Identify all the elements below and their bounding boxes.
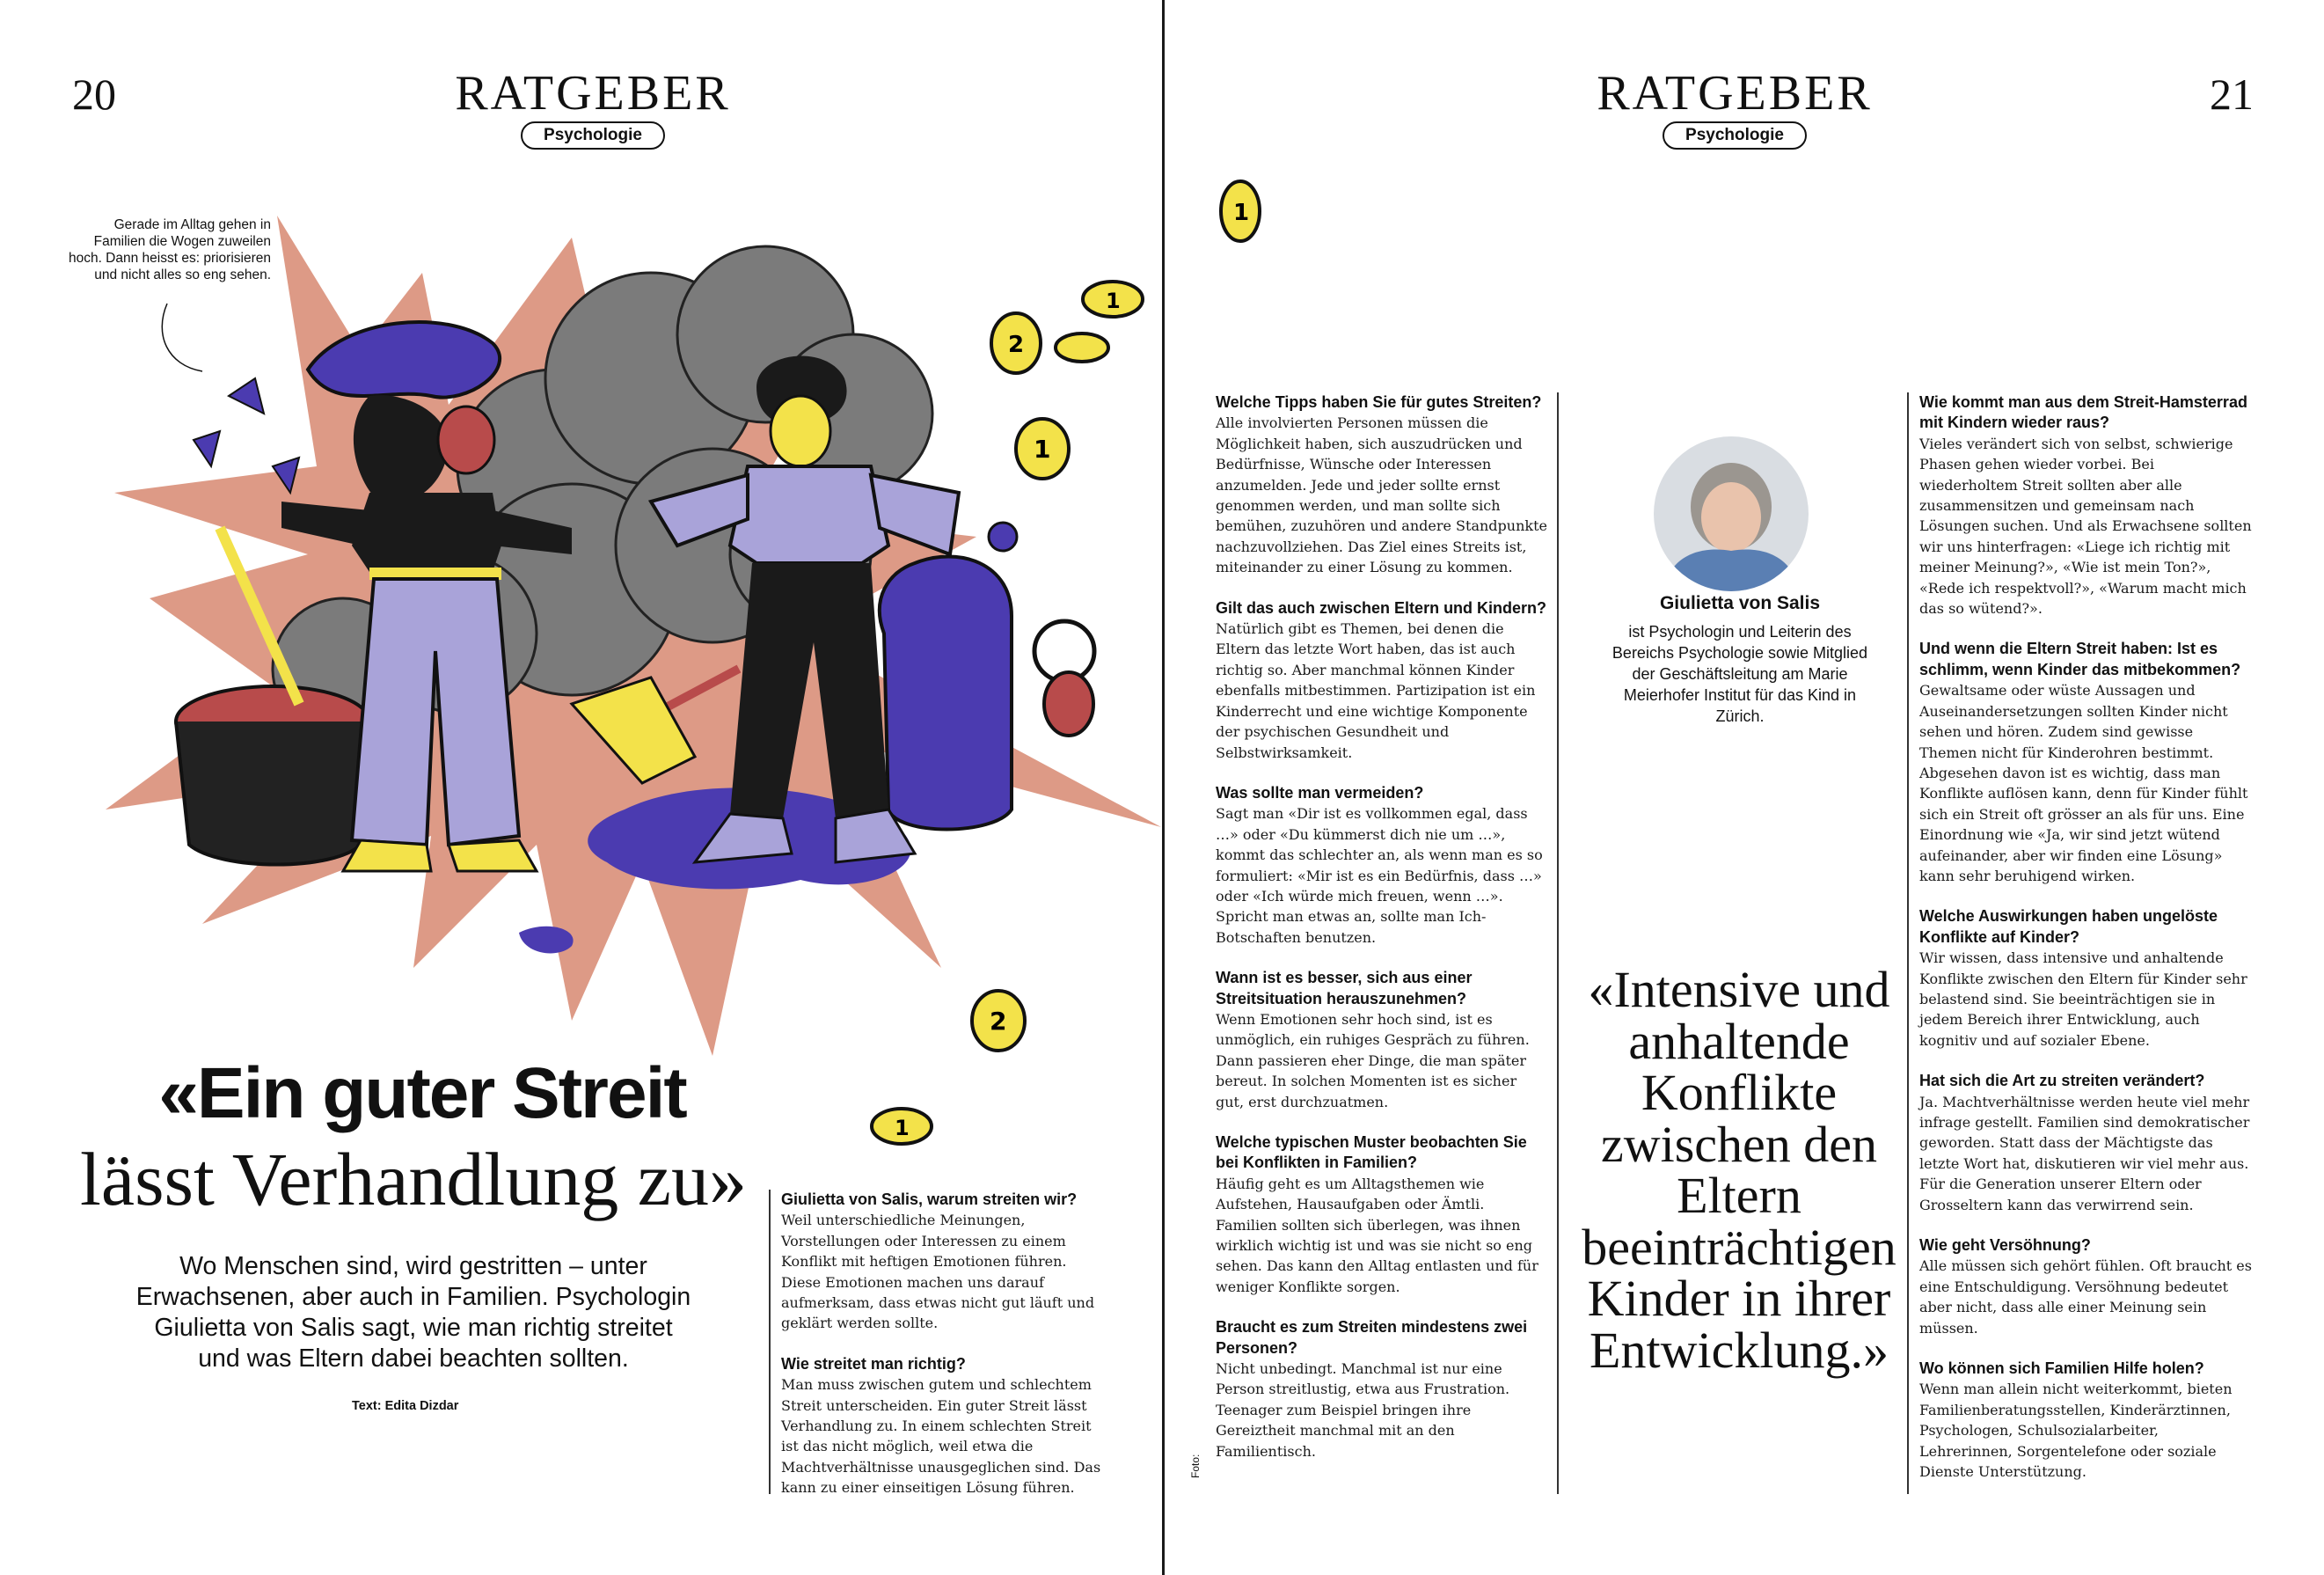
question: Welche Auswirkungen haben ungelöste Konflikte auf Kinder? bbox=[1919, 907, 2218, 946]
coin-icon bbox=[1007, 414, 1078, 484]
svg-text:2: 2 bbox=[1008, 332, 1025, 358]
pull-quote: «Intensive und anhaltende Konflikte zwischen den Eltern beeinträchtigen Kinder in ihrer Entwicklung.» bbox=[1582, 961, 1896, 1379]
svg-text:1: 1 bbox=[1233, 200, 1250, 226]
answer: Häufig geht es um Alltagsthemen wie Aufstehen, Hausaufgaben oder Ämtli. Familien sollten sich überlegen, was ihnen wirklich wichtig ist und was sie nicht so eng sehen. Das kann den Alltag entlasten und für weniger Konflikte sorgen. bbox=[1216, 1175, 1538, 1295]
question: Was sollte man vermeiden? bbox=[1216, 783, 1424, 802]
illustration-caption: Gerade im Alltag gehen in Familien die Wogen zuweilen hoch. Dann heisst es: priorisieren und nicht alles so eng sehen. bbox=[68, 217, 271, 282]
question: Wie kommt man aus dem Streit-Hamsterrad mit Kindern wieder raus? bbox=[1919, 393, 2247, 432]
column-rule bbox=[1557, 392, 1559, 1494]
right-article-column-2 bbox=[1919, 392, 2254, 1503]
answer: Alle involvierten Personen müssen die Möglichkeit haben, sich auszudrücken und Bedürfnisse, Wünsche oder Interessen anzumelden. Jede und jeder sollte ernst genommen werden, und man sollte sich bemühen, zuzuhören und andere Standpunkte nachzuvollziehen. Das Ziel eines Streits ist, miteinander zu einer Lösung zu kommen. bbox=[1216, 414, 1547, 576]
question: Welche Tipps haben Sie für gutes Streiten? bbox=[1216, 393, 1542, 411]
answer: Sagt man «Dir ist es vollkommen egal, dass …» oder «Du kümmerst dich nie um …», kommt das schlechter an, als wenn man es so formuliert: «Mir ist es ein Bedürfnis, dass …» oder «Ich würde mich freuen, wenn …». Spricht man etwas an, sollte man Ich-Botschaften benutzen. bbox=[1216, 805, 1543, 946]
answer: Wenn Emotionen sehr hoch sind, ist es unmöglich, ein ruhiges Gespräch zu führen. Dann passieren eher Dinge, die man später bereut. In solchen Momenten ist es sicher gut, erst durchzuatmen. bbox=[1216, 1010, 1530, 1110]
portrait-photo bbox=[1654, 436, 1809, 591]
question: Giulietta von Salis, warum streiten wir? bbox=[781, 1190, 1078, 1208]
question: Gilt das auch zwischen Eltern und Kindern? bbox=[1216, 598, 1547, 617]
question: Wie geht Versöhnung? bbox=[1919, 1236, 2091, 1255]
answer: Weil unterschiedliche Meinungen, Vorstellungen oder Interessen zu einem Konflikt mit heftigen Emotionen führen. Diese Emotionen machen uns darauf aufmerksam, dass etwas nicht gut läuft und geklärt werden sollte. bbox=[781, 1212, 1095, 1332]
photo-credit: Foto: bbox=[1189, 1454, 1202, 1478]
article-lead: Wo Menschen sind, wird gestritten – unter Erwachsenen, aber auch in Familien. Psychologin Giulietta von Salis sagt, wie man richtig streitet und was Eltern dabei beachten sollten. bbox=[135, 1252, 691, 1373]
answer: Nicht unbedingt. Manchmal ist nur eine Person streitlustig, etwa aus Frustration. Teenager zum Beispiel bringen ihre Gereiztheit manchmal mit an den Familientisch. bbox=[1216, 1360, 1510, 1460]
answer: Wir wissen, dass intensive und anhaltende Konflikte zwischen den Eltern für Kinder sehr belastend sind. Sie beeinträchtigen sie in jedem Bereich ihrer Entwicklung, auch kognitiv und auf sozialer Ebene. bbox=[1919, 949, 2247, 1049]
answer: Alle müssen sich gehört fühlen. Oft braucht es eine Entschuldigung. Versöhnung bedeutet aber nicht, dass alle einer Meinung sein müssen. bbox=[1919, 1257, 2252, 1337]
answer: Wenn man allein nicht weiterkommt, bieten Familienberatungsstellen, Kinderärztinnen, Psychologen, Schulsozialarbeiter, Lehrerinnen, Sorgentelefone oder soziale Dienste Unterstützung. bbox=[1919, 1381, 2233, 1481]
svg-text:1: 1 bbox=[1034, 435, 1051, 464]
question: Hat sich die Art zu streiten verändert? bbox=[1919, 1072, 2205, 1090]
question: Braucht es zum Streiten mindestens zwei Personen? bbox=[1216, 1318, 1528, 1357]
portrait-name: Giulietta von Salis bbox=[1659, 593, 1821, 613]
answer: Ja. Machtverhältnisse werden heute viel mehr infrage gestellt. Familien sind demokratischer geworden. Statt dass der Mächtigste das letzte Wort hat, diskutieren wir viel mehr aus. Für die Generation unserer Eltern oder Grosseltern kann das verwirrend sein. bbox=[1919, 1093, 2250, 1213]
svg-text:1: 1 bbox=[895, 1116, 910, 1140]
column-rule bbox=[1907, 392, 1909, 1494]
answer: Natürlich gibt es Themen, bei denen die Eltern das letzte Wort haben, das ist auch richtig so. Aber manchmal können Kinder ebenfalls mitbestimmen. Partizipation ist ein Kinderrecht und eine wichtige Komponente der psychischen Gesundheit und Selbstwirksamkeit. bbox=[1216, 620, 1536, 761]
svg-text:1: 1 bbox=[1106, 289, 1121, 313]
pacifier-icon bbox=[1034, 621, 1094, 736]
answer: Gewaltsame oder wüste Aussagen und Auseinandersetzungen sollten Kinder nicht sehen und hören. Zudem sind gewisse Themen nicht für Kinderohren bestimmt. Abgesehen davon ist es wichtig, dass man Konflikte auflösen kann, denn für Kinder fühlt sich ein Streit oft grösser an als für uns. Eine Einordnung wie «Ja, wir sind jetzt wütend aufeinander, aber wir finden eine Lösung» kann sehr beruhigend wirken. bbox=[1919, 682, 2248, 884]
coin-icon bbox=[866, 1100, 937, 1153]
page-number-left: 20 bbox=[72, 70, 116, 119]
detergent-bottle-icon bbox=[880, 523, 1017, 830]
coin-icon bbox=[1078, 273, 1148, 326]
portrait-bio: ist Psychologin und Leiterin des Bereichs Psychologie sowie Mitglied der Geschäftsleitung am Marie Meierhofer Institut für das Kind in Zürich. bbox=[1611, 623, 1868, 725]
answer: Vieles verändert sich von selbst, schwierige Phasen gehen wieder vorbei. Bei wiederholtem Streit sollten aber alle zusammensitzen und gemeinsam nach Lösungen suchen. Und als Erwachsene sollten wir uns hinterfragen: «Liege ich richtig mit meiner Meinung?», «Wie ist mein Ton?», «Rede ich respektvoll?», «Warum macht mich das so wütend?». bbox=[1919, 435, 2252, 618]
svg-text:2: 2 bbox=[990, 1007, 1007, 1036]
question: Wann ist es besser, sich aus einer Streitsituation herauszunehmen? bbox=[1216, 969, 1473, 1007]
section-title-left: RATGEBER bbox=[455, 66, 731, 121]
headline-light: lässt Verhandlung zu» bbox=[80, 1137, 747, 1221]
answer: Man muss zwischen gutem und schlechtem Streit unterscheiden. Ein guter Streit lässt Verhandlung zu. In einem schlechten Streit ist das nicht möglich, weil etwa die Machtverhältnisse unausgeglichen sind. Das kann zu einer einseitigen Lösung führen. bbox=[781, 1376, 1101, 1497]
category-badge-left: Psychologie bbox=[521, 121, 665, 150]
right-article-column-1 bbox=[1216, 392, 1548, 1482]
question: Welche typischen Muster beobachten Sie bei Konflikten in Familien? bbox=[1216, 1133, 1527, 1172]
cooking-pot-icon bbox=[176, 686, 369, 865]
page-number-right: 21 bbox=[2210, 70, 2254, 119]
headline-bold: «Ein guter Streit bbox=[158, 1053, 686, 1133]
coin-icon bbox=[963, 985, 1034, 1056]
author-credit: Text: Edita Dizdar bbox=[352, 1399, 459, 1413]
column-rule bbox=[769, 1190, 771, 1494]
coin-icon bbox=[985, 308, 1047, 378]
question: Wie streitet man richtig? bbox=[781, 1354, 966, 1373]
category-badge-right: Psychologie bbox=[1663, 121, 1807, 150]
question: Wo können sich Familien Hilfe holen? bbox=[1919, 1359, 2204, 1378]
coin-icon bbox=[1051, 326, 1113, 370]
question: Und wenn die Eltern Streit haben: Ist es schlimm, wenn Kinder das mitbekommen? bbox=[1919, 640, 2241, 678]
section-title-right: RATGEBER bbox=[1597, 66, 1873, 121]
left-article-column bbox=[781, 1190, 1108, 1519]
coin-icon bbox=[1214, 176, 1267, 246]
